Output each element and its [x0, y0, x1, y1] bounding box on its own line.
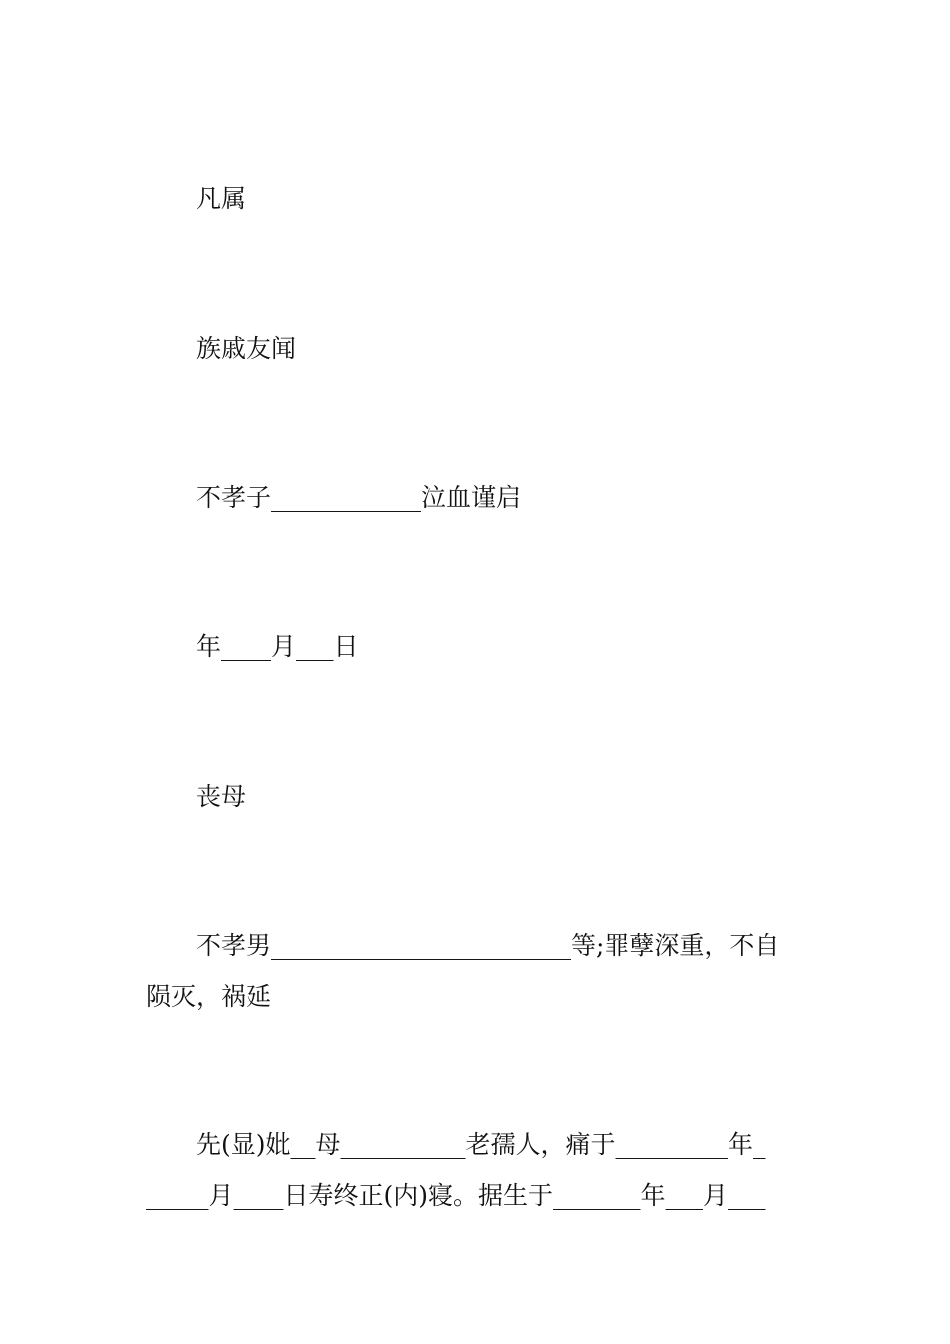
text-line-yunmie: 陨灭，祸延	[146, 982, 272, 1011]
text-line-date: 年____月___日	[196, 632, 359, 661]
text-line-zuqi-youwen: 族戚友闻	[196, 334, 297, 363]
text-line-xianbi: 先(显)妣__母__________老孺人，痛于_________年_	[196, 1130, 766, 1159]
text-line-buxiaonan: 不孝男________________________等;罪孽深重，不自	[196, 931, 780, 960]
text-line-buxiaozi: 不孝子____________泣血谨启	[196, 483, 522, 512]
text-line-fanshu: 凡属	[196, 184, 247, 213]
text-line-shouzhong: _____月____日寿终正(内)寝。据生于_______年___月___	[146, 1181, 766, 1210]
text-line-sangmu: 丧母	[196, 782, 247, 811]
